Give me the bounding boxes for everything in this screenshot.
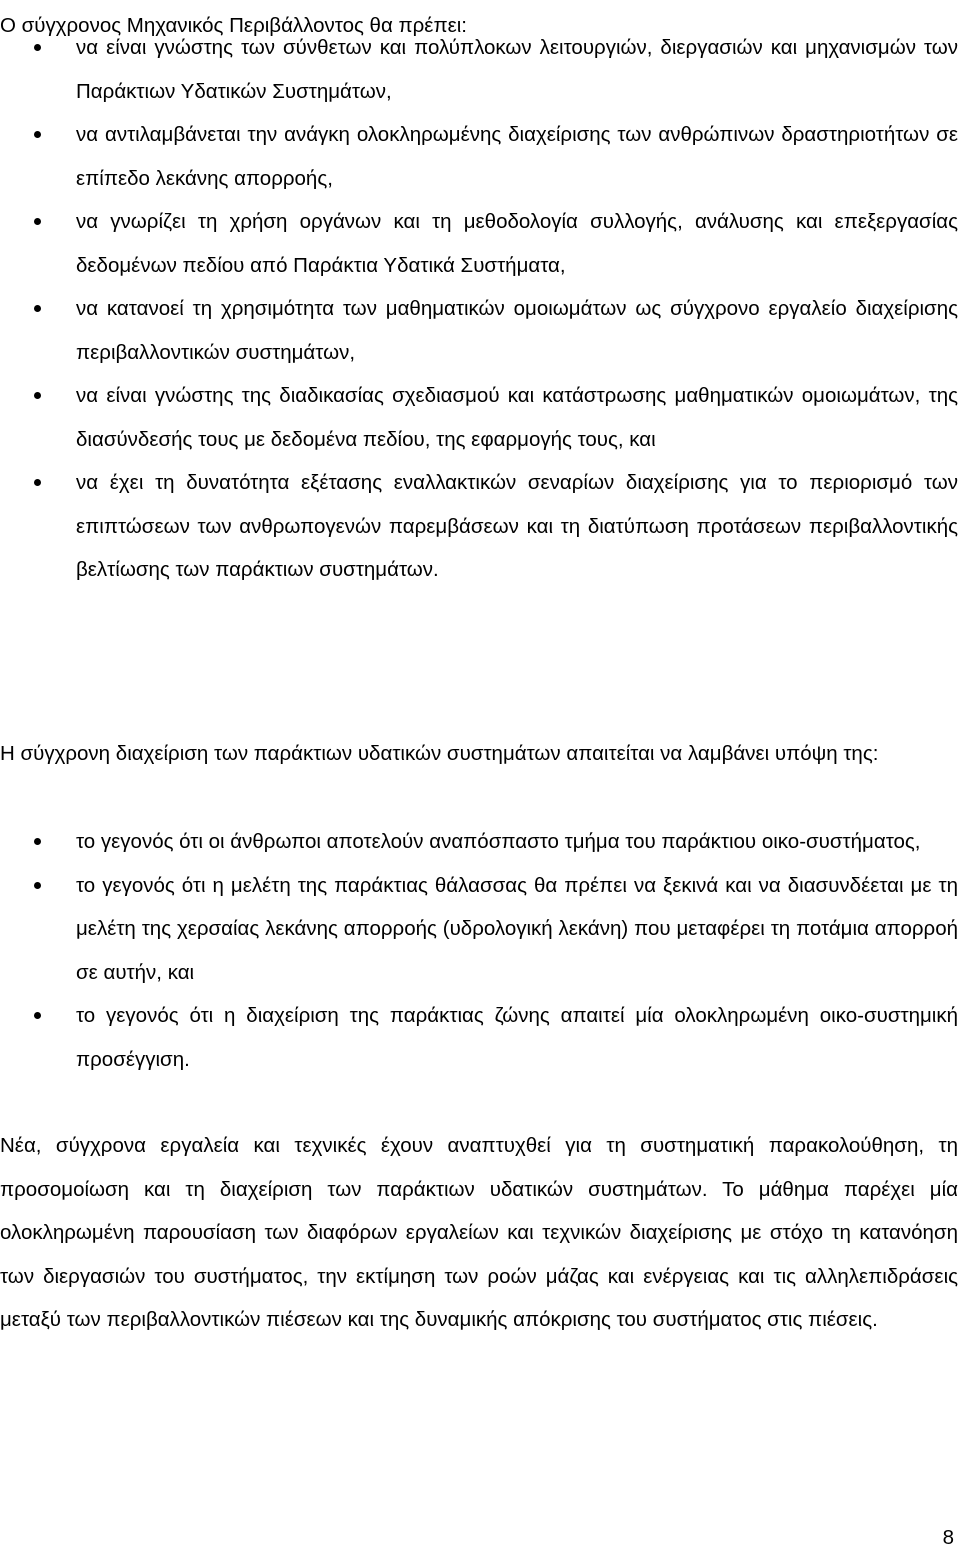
list-item-text: να είναι γνώστης της διαδικασίας σχεδιασμού και κατάστρωσης μαθηματικών ομοιωμάτων, της διασύνδεσής τους με δεδομένα πεδίου, της εφαρμογής τους, και [76,384,958,451]
list-item [0,26,958,113]
engineer-intro: Ο σύγχρονος Μηχανικός Περιβάλλοντος θα πρέπει: [0,14,467,37]
bullet-icon [34,305,41,312]
closing-paragraph: Νέα, σύγχρονα εργαλεία και τεχνικές έχουν αναπτυχθεί για τη συστηματική παρακολούθηση, τη προσομοίωση και τη διαχείριση των παράκτιων υδατικών συστημάτων. Το μάθημα παρέχει μία ολοκληρωμένη παρουσίαση των διαφόρων εργαλείων και τεχνικών διαχείρισης με στόχο τη κατανόηση των διεργασιών του συστήματος, την εκτίμηση των ροών μάζας και ενέργειας και τις αλληλεπιδράσεις μεταξύ των περιβαλλοντικών πιέσεων και της δυναμικής απόκρισης του συστήματος στις πιέσεις. [0,1134,958,1331]
list-item [0,374,958,461]
list-item-text: το γεγονός ότι η διαχείριση της παράκτιας ζώνης απαιτεί μία ολοκληρωμένη οικο-συστημική προσέγγιση. [76,1004,958,1071]
bullet-icon [34,882,41,889]
management-intro-paragraph: Η σύγχρονη διαχείριση των παράκτιων υδατικών συστημάτων απαιτείται να λαμβάνει υπόψη της: [0,742,879,765]
list-item [0,113,958,200]
bullet-icon [34,392,41,399]
list-item-text: το γεγονός ότι η μελέτη της παράκτιας θάλασσας θα πρέπει να ξεκινά και να διασυνδέεται με τη μελέτη της χερσαίας λεκάνης απορροής (υδρολογική λεκάνη) που μεταφέρει τη ποτάμια απορροή σε αυτήν, και [76,873,958,984]
list-item [0,820,958,864]
list-item-text: να γνωρίζει τη χρήση οργάνων και τη μεθοδολογία συλλογής, ανάλυσης και επεξεργασίας δεδομένων πεδίου από Παράκτια Υδατικά Συστήματα, [76,210,958,277]
list-item [0,994,958,1081]
bullet-icon [34,1012,41,1019]
bullet-icon [34,838,41,845]
management-points-list [0,820,958,1081]
bullet-icon [34,218,41,225]
list-item-text: να κατανοεί τη χρησιμότητα των μαθηματικών ομοιωμάτων ως σύγχρονο εργαλείο διαχείρισης περιβαλλοντικών συστημάτων, [76,297,958,364]
list-item [0,200,958,287]
list-item-text: το γεγονός ότι οι άνθρωποι αποτελούν αναπόσπαστο τμήμα του παράκτιου οικο-συστήματος, [76,830,921,853]
bullet-icon [34,479,41,486]
bullet-icon [34,131,41,138]
bullet-icon [34,44,41,51]
list-item [0,864,958,995]
list-item-text: να αντιλαμβάνεται την ανάγκη ολοκληρωμένης διαχείρισης των ανθρώπινων δραστηριοτήτων σε επίπεδο λεκάνης απορροής, [76,123,958,190]
list-item-text: να είναι γνώστης των σύνθετων και πολύπλοκων λειτουργιών, διεργασιών και μηχανισμών των Παράκτιων Υδατικών Συστημάτων, [76,36,958,103]
page-number: 8 [942,1526,954,1549]
engineer-duties-list [0,26,958,592]
list-item [0,287,958,374]
list-item [0,461,958,592]
list-item-text: να έχει τη δυνατότητα εξέτασης εναλλακτικών σεναρίων διαχείρισης για το περιορισμό των επιπτώσεων των ανθρωπογενών παρεμβάσεων και τη διατύπωση προτάσεων περιβαλλοντικής βελτίωσης των παράκτιων συστημάτων. [76,471,958,581]
